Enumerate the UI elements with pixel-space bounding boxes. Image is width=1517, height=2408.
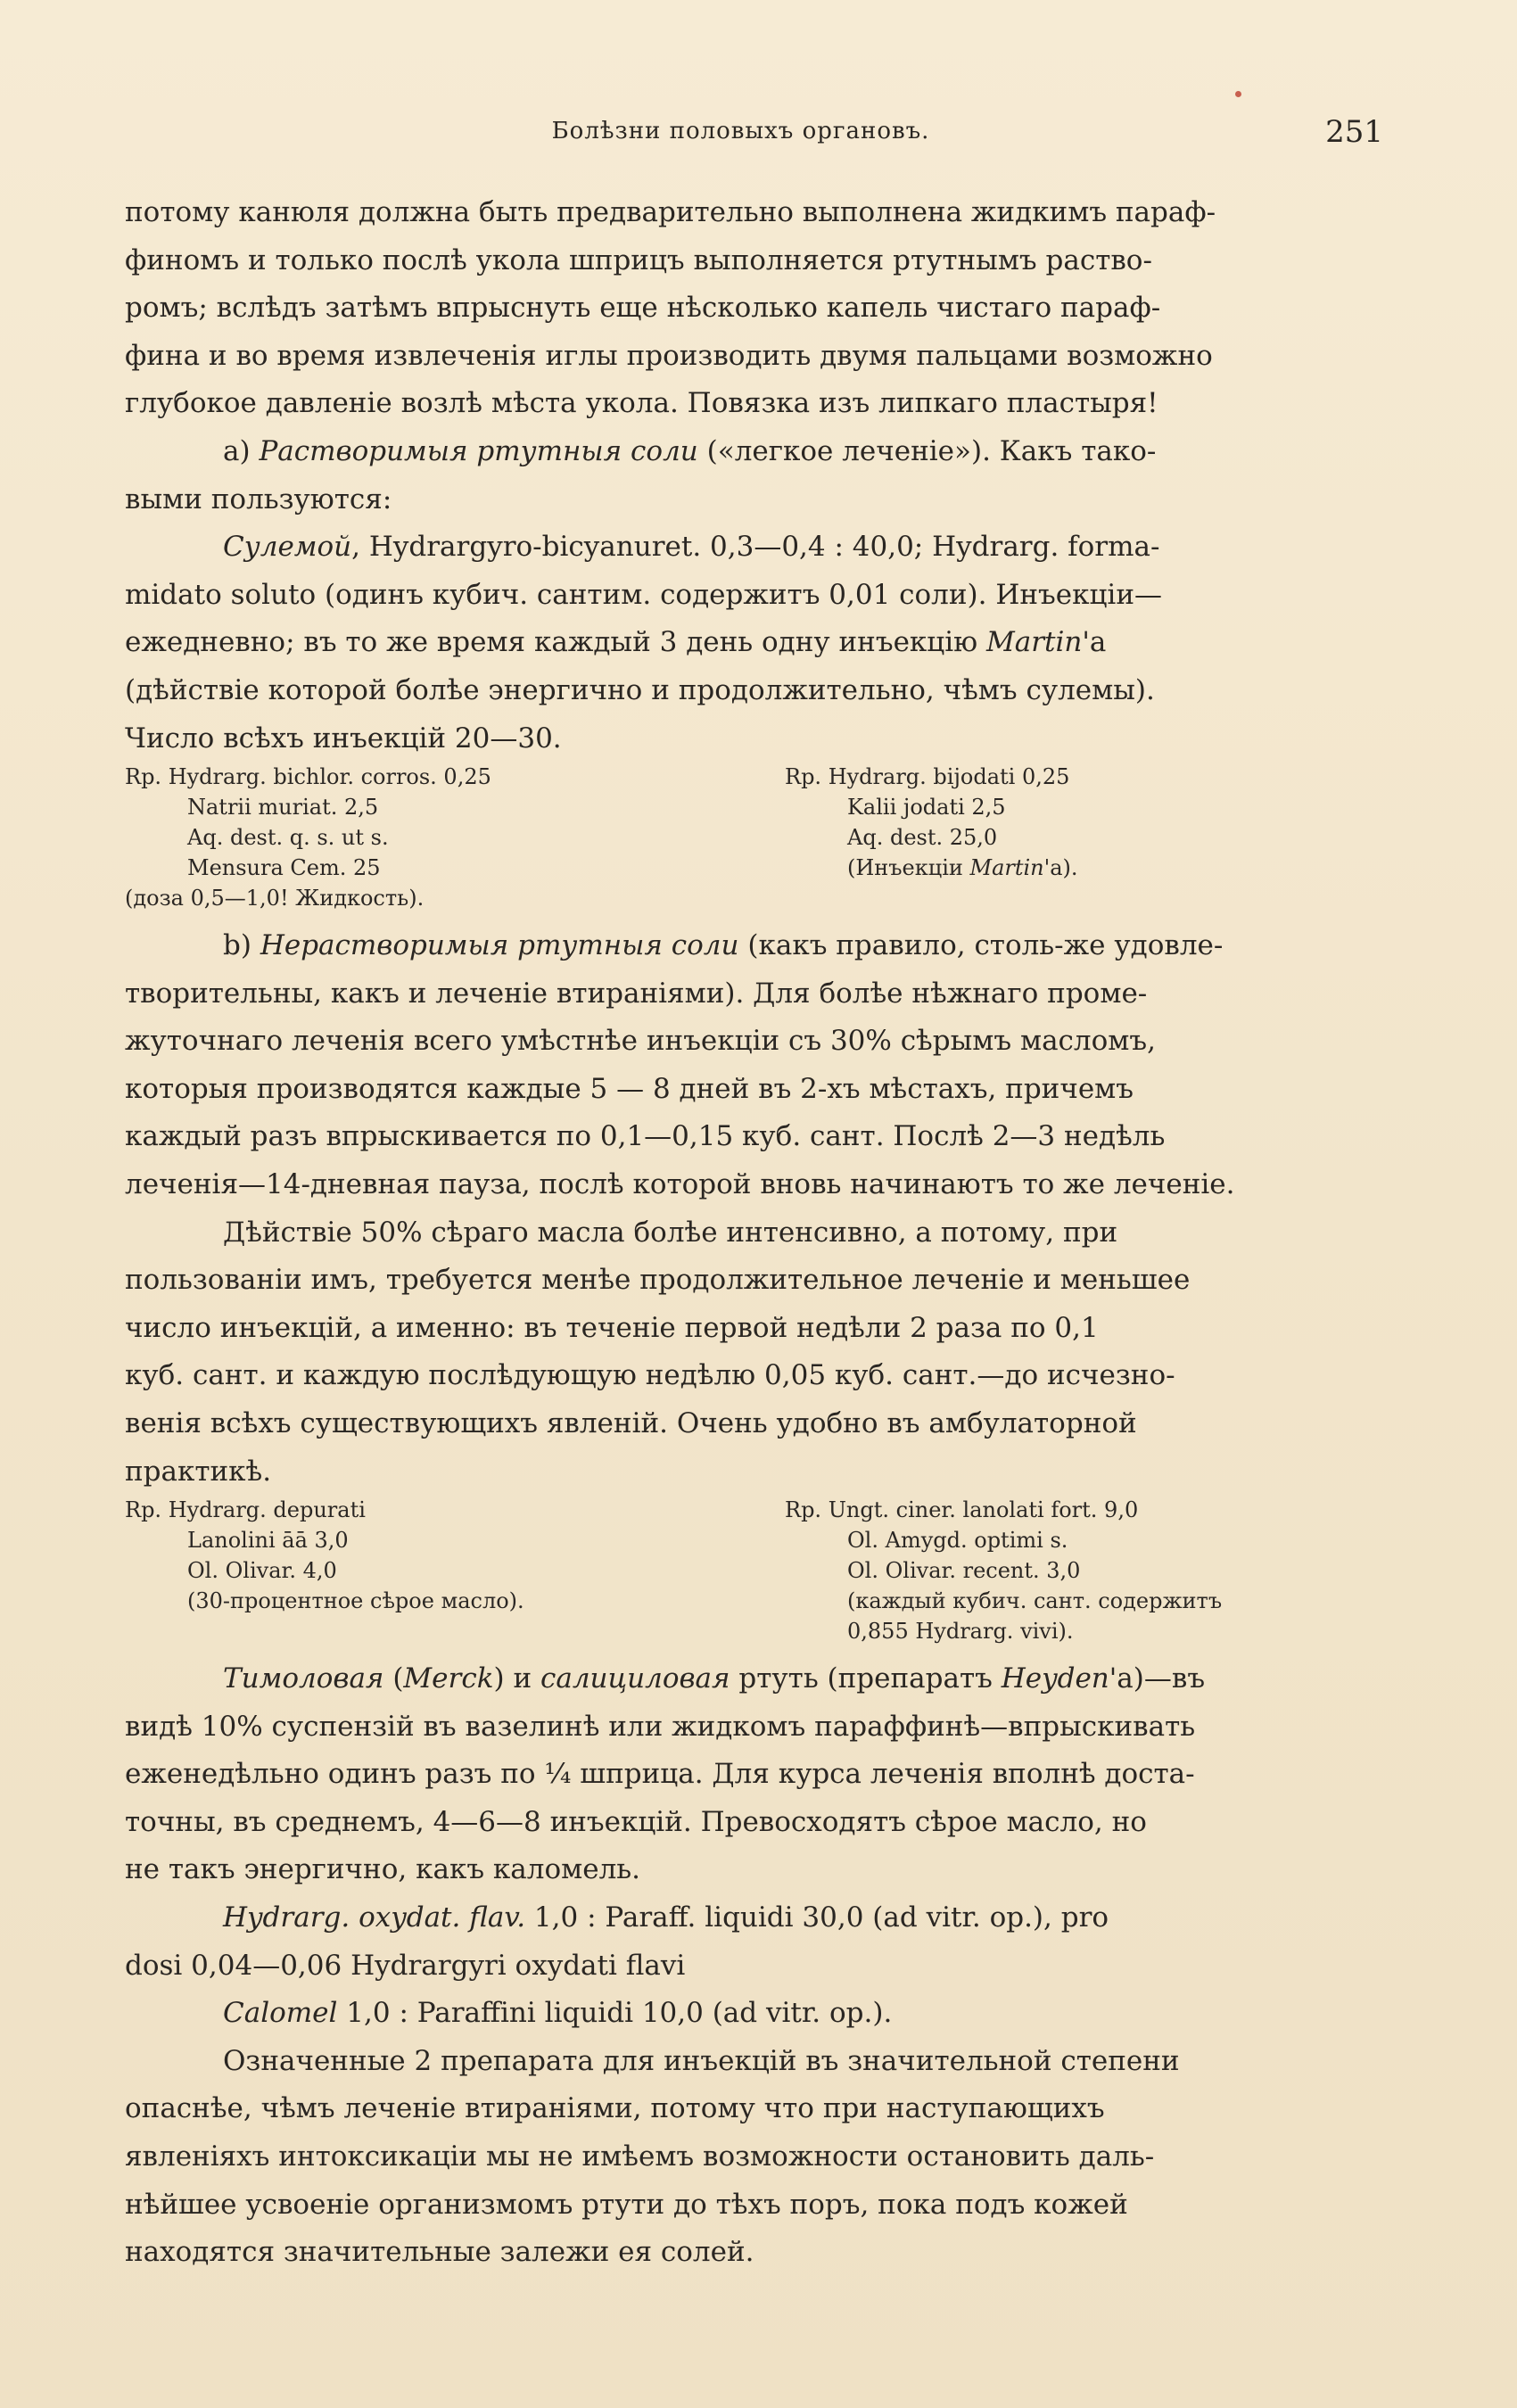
recipe-line: Rp. Hydrarg. bijodati 0,25 (785, 764, 1070, 789)
text-block-2 (125, 922, 1364, 1496)
drug-name: Тимоловая (223, 1662, 384, 1695)
text-line: находятся значительные залежи ея солей. (125, 2236, 754, 2269)
hydrarg-line-1 (125, 1894, 1364, 1942)
sublimate-line-1 (125, 524, 1364, 572)
recipe-line: (каждый кубич. сант. содержитъ (847, 1588, 1223, 1613)
text-line: Означенные 2 препарата для инъекцій въ значительной степени (223, 2044, 1180, 2077)
running-title: Болѣзни половыхъ органовъ. (551, 118, 930, 144)
text-line: Дѣйствіе 50% сѣраго масла болѣе интенсивно, а потому, при (223, 1216, 1118, 1249)
section-b-heading (125, 922, 1364, 970)
text-line: пользованіи имъ, требуется менѣе продолжительное леченіе и меньшее (125, 1264, 1191, 1297)
text-line: явленіяхъ интоксикаціи мы не имѣемъ возможности остановить даль- (125, 2140, 1155, 2173)
recipe-line: (доза 0,5—1,0! Жидкость). (125, 886, 425, 911)
recipe-line (785, 853, 1078, 883)
text-line: финомъ и только послѣ укола шприцъ выполняется ртутнымъ раство- (125, 243, 1152, 276)
text-span: ртуть (препаратъ (730, 1662, 1002, 1695)
text-block-1 (125, 189, 1364, 763)
text-line: Число всѣхъ инъекцій 20—30. (125, 722, 562, 755)
section-a-title: Растворимыя ртутныя соли (259, 434, 698, 467)
page-header (125, 114, 1383, 150)
text-span: 1,0 : Paraff. liquidi 30,0 (ad vitr. op.), pro (525, 1901, 1109, 1934)
text-line: каждый разъ впрыскивается по 0,1—0,15 куб. сант. Послѣ 2—3 недѣль (125, 1120, 1166, 1153)
text-span: (Инъекціи (847, 855, 970, 880)
text-line: не такъ энергично, какъ каломель. (125, 1853, 640, 1886)
manufacturer-name: Merck (403, 1662, 494, 1695)
section-b-title: Нерастворимыя ртутныя соли (260, 929, 739, 961)
text-line: число инъекцій, а именно: въ теченіе первой недѣли 2 раза по 0,1 (125, 1311, 1099, 1344)
text-span: 'а). (1043, 855, 1078, 880)
text-line: леченія—14-дневная пауза, послѣ которой вновь начинаютъ то же леченіе. (125, 1167, 1235, 1200)
text-line: творительны, какъ и леченіе втираніями). Для болѣе нѣжнаго проме- (125, 977, 1148, 1010)
recipe-line: Aq. dest. q. s. ut s. (187, 825, 389, 850)
text-block-3 (125, 1655, 1364, 2277)
recipe-right-1 (785, 762, 1078, 883)
recipe-line: Aq. dest. 25,0 (847, 825, 998, 850)
drug-name: Hydrarg. oxydat. flav. (223, 1901, 526, 1934)
text-line: нѣйшее усвоеніе организмомъ ртути до тѣхъ поръ, пока подъ кожей (125, 2188, 1128, 2221)
text-span: ежедневно; въ то же время каждый 3 день одну инъекцію (125, 626, 986, 659)
recipe-line: 0,855 Hydrarg. vivi). (847, 1619, 1074, 1644)
calomel-line (125, 1990, 1364, 2038)
drug-name: Calomel (223, 1997, 338, 2030)
author-name: Martin (969, 855, 1044, 880)
text-line: жуточнаго леченія всего умѣстнѣе инъекціи съ 30% сѣрымъ масломъ, (125, 1025, 1156, 1058)
paragraph-continuation (125, 189, 1364, 428)
sublimate-name: Сулемой (223, 531, 352, 564)
section-a-text: («легкое леченіе»). Какъ тако- (706, 434, 1157, 467)
text-line: куб. сант. и каждую послѣдующую недѣлю 0,05 куб. сант.—до исчезно- (125, 1359, 1175, 1392)
drug-name: салициловая (540, 1662, 730, 1695)
recipe-line: Ol. Amygd. optimi s. (847, 1528, 1068, 1553)
text-line: видѣ 10% суспензій въ вазелинѣ или жидкомъ параффинѣ—впрыскивать (125, 1710, 1196, 1743)
text-span: 1,0 : Paraffini liquidi 10,0 (ad vitr. op.). (337, 1997, 893, 2030)
text-span: 'а (1082, 626, 1107, 659)
text-line: глубокое давленіе возлѣ мѣста укола. Повязка изъ липкаго пластыря! (125, 387, 1158, 420)
text-span: 'а)—въ (1109, 1662, 1206, 1695)
recipe-line: Ol. Olivar. 4,0 (187, 1558, 337, 1583)
recipe-line: Mensura Cem. 25 (187, 855, 381, 880)
text-line: которыя производятся каждые 5 — 8 дней въ 2-хъ мѣстахъ, причемъ (125, 1072, 1134, 1105)
text-line: midato soluto (одинъ кубич. сантим. содержитъ 0,01 соли). Инъекціи— (125, 578, 1162, 611)
recipe-line: Rp. Hydrarg. bichlor. corros. 0,25 (125, 764, 491, 789)
recipe-line: Kalii jodati 2,5 (847, 795, 1006, 820)
recipe-left-1 (125, 762, 491, 913)
text-span: , Hydrargyro-bicyanuret. 0,3—0,4 : 40,0; Hydrarg. forma- (351, 531, 1160, 564)
thymol-line-1: Тимоловая (Merck) и салициловая ртуть (препаратъ Heyden'а)—въ (223, 1662, 1206, 1695)
recipe-right-2 (785, 1495, 1222, 1646)
recipe-line: Rp. Ungt. ciner. lanolati fort. 9,0 (785, 1497, 1139, 1522)
section-a-marker: a) (223, 434, 251, 467)
section-a-heading (125, 428, 1364, 476)
text-line: dosi 0,04—0,06 Hydrargyri oxydati flavi (125, 1949, 686, 1982)
text-line: практикѣ. (125, 1455, 272, 1488)
text-span: (какъ правило, столь-же удовле- (738, 929, 1224, 961)
recipe-line: Rp. Hydrarg. depurati (125, 1497, 366, 1522)
text-line: ромъ; вслѣдъ затѣмъ впрыснуть еще нѣсколько капель чистаго параф- (125, 292, 1161, 325)
text-line: еженедѣльно одинъ разъ по ¼ шприца. Для курса леченія вполнѣ доста- (125, 1758, 1195, 1791)
text-line: венія всѣхъ существующихъ явленій. Очень удобно въ амбулаторной (125, 1406, 1137, 1439)
page-number: 251 (1325, 114, 1383, 150)
text-line: опаснѣе, чѣмъ леченіе втираніями, потому что при наступающихъ (125, 2092, 1105, 2125)
author-name: Martin (985, 626, 1083, 659)
ink-dot (1235, 91, 1241, 97)
recipe-left-2 (125, 1495, 524, 1616)
text-span: и (504, 1662, 540, 1695)
text-line: выми пользуются: (125, 482, 392, 515)
section-b-marker: b) (223, 929, 251, 961)
text-line: точны, въ среднемъ, 4—6—8 инъекцій. Превосходятъ сѣрое масло, но (125, 1805, 1147, 1838)
text-line: (дѣйствіе которой болѣе энергично и продолжительно, чѣмъ сулемы). (125, 673, 1155, 706)
recipe-line: Ol. Olivar. recent. 3,0 (847, 1558, 1081, 1583)
recipe-line: Natrii muriat. 2,5 (187, 795, 379, 820)
text-line: потому канюля должна быть предварительно выполнена жидкимъ параф- (125, 196, 1216, 228)
text-line: фина и во время извлеченія иглы производить двумя пальцами возможно (125, 339, 1213, 372)
recipe-line: Lanolini āā 3,0 (187, 1528, 349, 1553)
recipe-line: (30-процентное сѣрое масло). (187, 1588, 524, 1613)
manufacturer-name: Heyden (1001, 1662, 1109, 1695)
sublimate-line-3 (125, 619, 1364, 667)
